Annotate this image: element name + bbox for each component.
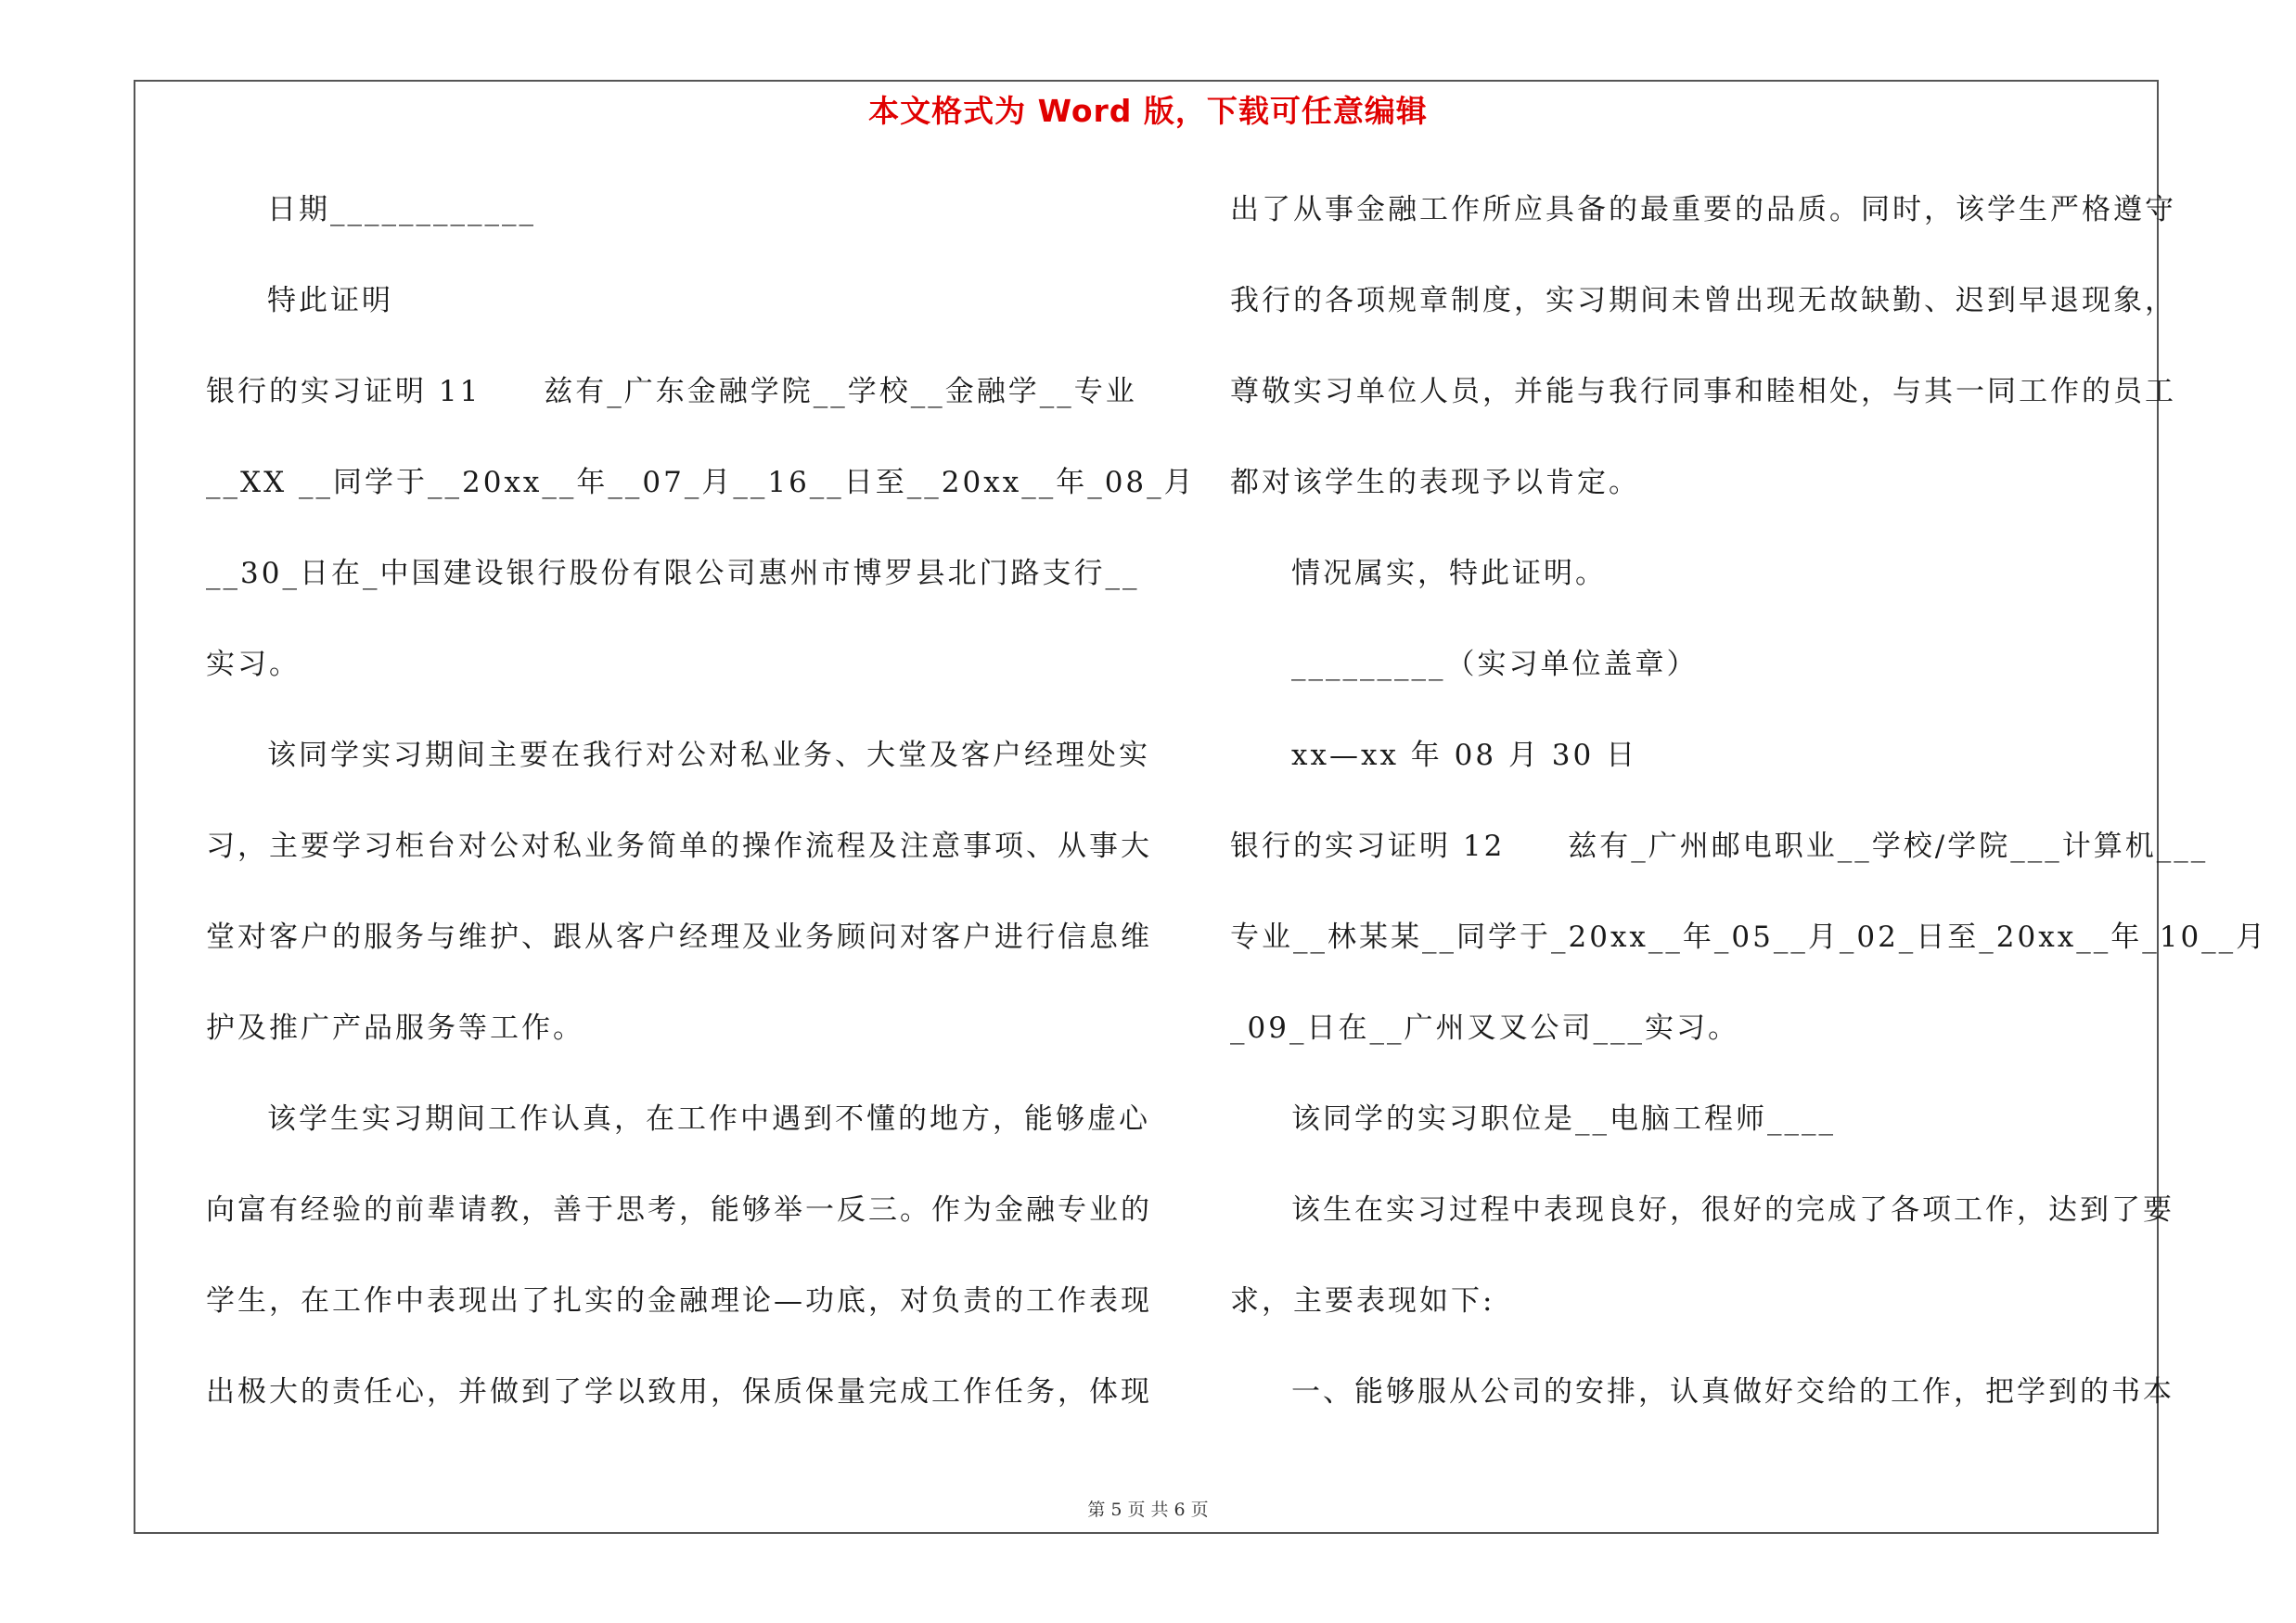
text-line: 银行的实习证明 12 兹有_广州邮电职业__学校/学院___计算机___ xyxy=(1230,830,2209,863)
text-line: __XX __同学于__20xx__年__07_月__16__日至__20xx__年_08_月 xyxy=(206,466,1196,499)
text-line: 习，主要学习柜台对公对私业务简单的操作流程及注意事项、从事大 xyxy=(206,830,1152,863)
text-line: 我行的各项规章制度，实习期间未曾出现无故缺勤、迟到早退现象， xyxy=(1230,284,2176,317)
text-line: 尊敬实习单位人员，并能与我行同事和睦相处，与其一同工作的员工 xyxy=(1230,375,2176,408)
text-line: _________（实习单位盖章） xyxy=(1291,648,1699,681)
text-line: 求，主要表现如下: xyxy=(1230,1284,1495,1318)
text-line: 都对该学生的表现予以肯定。 xyxy=(1230,466,1640,499)
text-line: 出极大的责任心，并做到了学以致用，保质保量完成工作任务，体现 xyxy=(206,1375,1152,1409)
text-line: xx—xx 年 08 月 30 日 xyxy=(1291,739,1638,772)
text-line: 日期____________ xyxy=(267,193,536,226)
left-column xyxy=(206,182,1196,1455)
text-line: 该生在实习过程中表现良好，很好的完成了各项工作，达到了要 xyxy=(1291,1193,2174,1227)
text-line: 护及推广产品服务等工作。 xyxy=(206,1011,584,1045)
text-line: 该同学实习期间主要在我行对公对私业务、大堂及客户经理处实 xyxy=(267,739,1150,772)
text-line: 该学生实习期间工作认真，在工作中遇到不懂的地方，能够虚心 xyxy=(267,1102,1150,1136)
text-line: 特此证明 xyxy=(267,284,393,317)
text-line: 堂对客户的服务与维护、跟从客户经理及业务顾问对客户进行信息维 xyxy=(206,921,1152,954)
text-line: 向富有经验的前辈请教，善于思考，能够举一反三。作为金融专业的 xyxy=(206,1193,1152,1227)
text-line: _09_日在__广州叉叉公司___实习。 xyxy=(1230,1011,1739,1045)
text-line: 情况属实，特此证明。 xyxy=(1291,557,1607,590)
text-line: 该同学的实习职位是__电脑工程师____ xyxy=(1291,1102,1836,1136)
header-banner: 本文格式为 Word 版，下载可任意编辑 xyxy=(868,93,1428,129)
text-line: __30_日在_中国建设银行股份有限公司惠州市博罗县北门路支行__ xyxy=(206,557,1140,590)
text-line: 实习。 xyxy=(206,648,301,681)
page-number: 第 5 页 共 6 页 xyxy=(1087,1500,1209,1520)
text-line: 出了从事金融工作所应具备的最重要的品质。同时，该学生严格遵守 xyxy=(1230,193,2176,226)
right-column xyxy=(1230,182,2268,1455)
text-line: 银行的实习证明 11 兹有_广东金融学院__学校__金融学__专业 xyxy=(206,375,1137,408)
text-line: 学生，在工作中表现出了扎实的金融理论—功底，对负责的工作表现 xyxy=(206,1284,1152,1318)
text-line: 专业__林某某__同学于_20xx__年_05__月_02_日至_20xx__年_10__月 xyxy=(1230,921,2268,954)
text-line: 一、能够服从公司的安排，认真做好交给的工作，把学到的书本 xyxy=(1291,1375,2174,1409)
